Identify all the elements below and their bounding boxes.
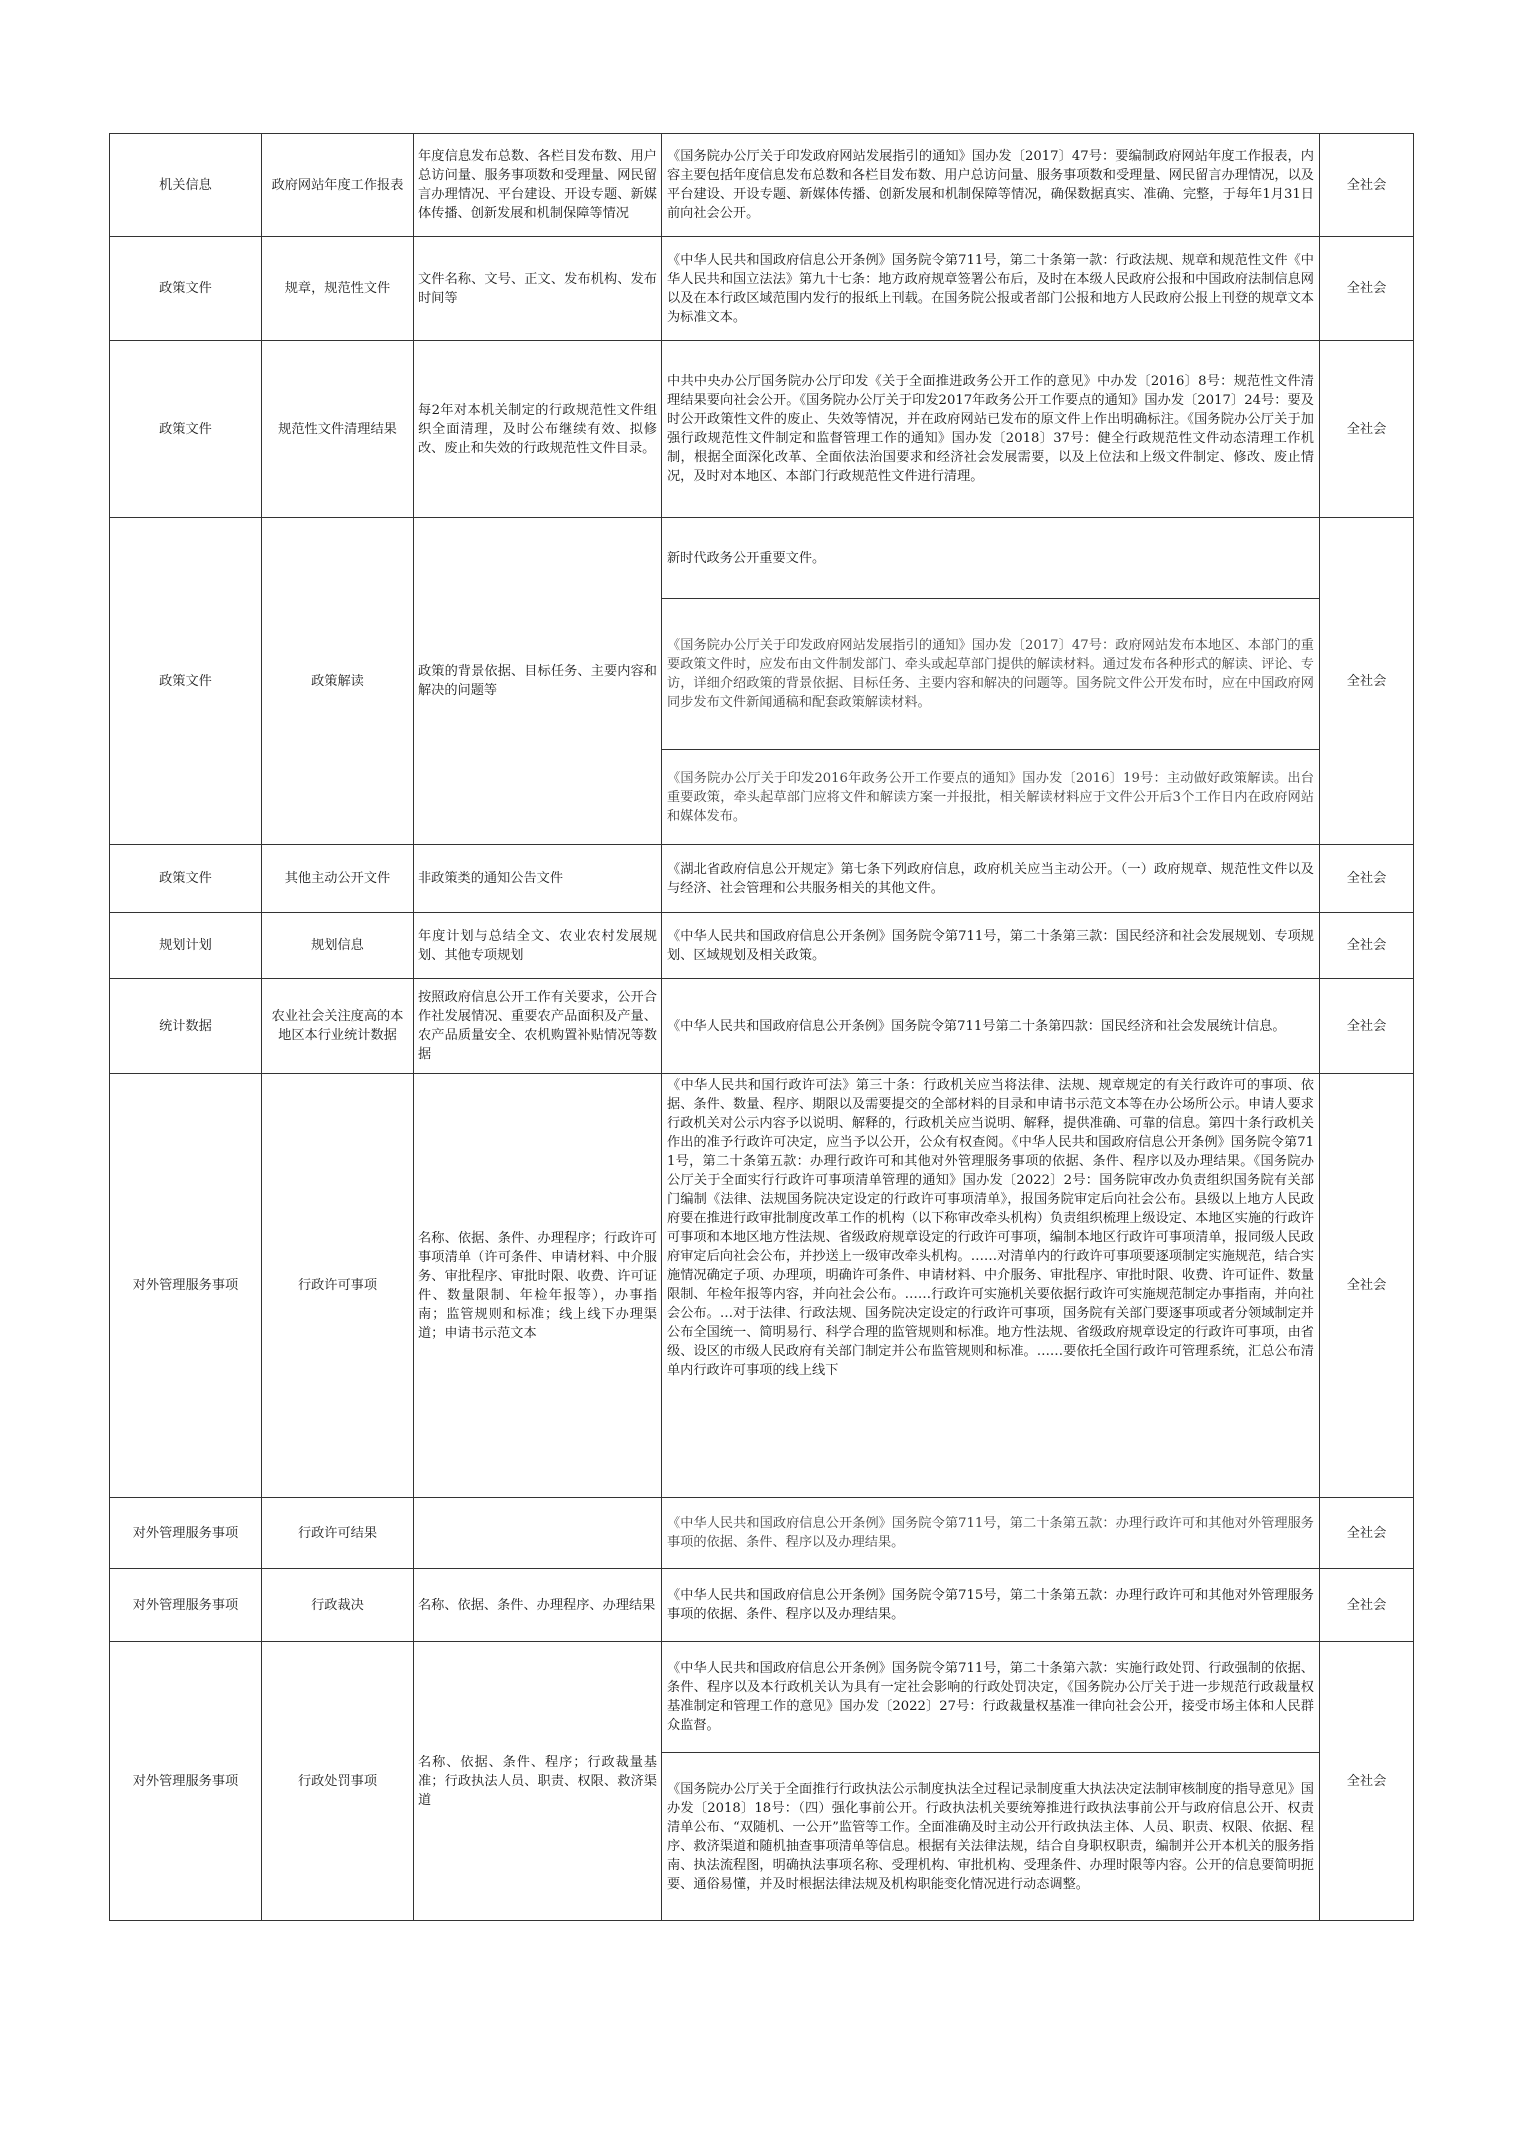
category-cell: 对外管理服务事项 bbox=[110, 1569, 262, 1642]
table-row bbox=[110, 1498, 1414, 1569]
table-row bbox=[110, 1569, 1414, 1642]
content-cell: 按照政府信息公开工作有关要求，公开合作社发展情况、重要农产品面积及产量、农产品质量安全、农机购置补贴情况等数据 bbox=[414, 979, 662, 1074]
basis-text: 《国务院办公厅关于印发政府网站发展指引的通知》国办发〔2017〕47号：要编制政府网站年度工作报表，内容主要包括年度信息发布总数和各栏目发布数、用户总访问量、服务事项数和受理量、网民留言办理情况，以及平台建设、开设专题、新媒体传播、创新发展和机制保障等情况，确保数据真实、准确、完整，于每年1月31日前向社会公开。 bbox=[667, 149, 1314, 221]
table-row bbox=[110, 341, 1414, 518]
basis-cell bbox=[662, 341, 1320, 518]
basis-text: 《湖北省政府信息公开规定》第七条下列政府信息，政府机关应当主动公开。（一）政府规章、规范性文件以及与经济、社会管理和公共服务相关的其他文件。 bbox=[667, 861, 1314, 896]
basis-part bbox=[662, 1642, 1319, 1752]
category-cell: 政策文件 bbox=[110, 341, 262, 518]
table-row bbox=[110, 134, 1414, 237]
item-cell: 行政裁决 bbox=[262, 1569, 414, 1642]
basis-part bbox=[662, 1752, 1319, 1920]
basis-part bbox=[662, 749, 1319, 844]
category-cell: 机关信息 bbox=[110, 134, 262, 237]
content-cell: 非政策类的通知公告文件 bbox=[414, 845, 662, 913]
basis-part bbox=[662, 518, 1319, 598]
table-row bbox=[110, 845, 1414, 913]
document-page bbox=[109, 133, 1413, 1921]
item-cell: 行政许可事项 bbox=[262, 1074, 414, 1498]
basis-text: 新时代政务公开重要文件。 bbox=[667, 550, 826, 566]
item-cell: 行政处罚事项 bbox=[262, 1642, 414, 1921]
content-cell: 年度计划与总结全文、农业农村发展规划、其他专项规划 bbox=[414, 913, 662, 979]
scope-cell: 全社会 bbox=[1320, 913, 1414, 979]
basis-text: 《中华人民共和国行政许可法》第三十条：行政机关应当将法律、法规、规章规定的有关行政许可的事项、依据、条件、数量、程序、期限以及需要提交的全部材料的目录和申请书示范文本等在办公场所公示。申请人要求行政机关对公示内容予以说明、解释的，行政机关应当说明、解释，提供准确、可靠的信息。第四十条行政机关作出的准予行政许可决定，应当予以公开，公众有权查阅。《中华人民共和国政府信息公开条例》国务院令第711号，第二十条第五款：办理行政许可和其他对外管理服务事项的依据、条件、程序以及办理结果。《国务院办公厅关于全面实行行政许可事项清单管理的通知》国办发〔2022〕2号：国务院审改办负责组织国务院有关部门编制《法律、法规国务院决定设定的行政许可事项清单》，报国务院审定后向社会公布。县级以上地方人民政府要在推进行政审批制度改革工作的机构（以下称审改牵头机构）负责组织梳理上级设定、本地区实施的行政许可事项和本地区地方性法规、省级政府规章设定的行政许可事项，编制本地区行政许可事项清单，报同级人民政府审定后向社会公布，并抄送上一级审改牵头机构。……对清单内的行政许可事项要逐项制定实施规范，结合实施情况确定子项、办理项，明确许可条件、申请材料、中介服务、审批程序、审批时限、收费、许可证件、数量限制、年检年报等内容，并向社会公布。……行政许可实施机关要依据行政许可实施规范制定办事指南，并向社会公布。…对于法律、行政法规、国务院决定设定的行政许可事项，国务院有关部门要逐事项或者分领域制定并公布全国统一、简明易行、科学合理的监管规则和标准。地方性法规、省级政府规章设定的行政许可事项，由省级、设区的市级人民政府有关部门制定并公布监管规则和标准。……要依托全国行政许可管理系统，汇总公布清单内行政许可事项的线上线下 bbox=[667, 1078, 1314, 1378]
scope-cell: 全社会 bbox=[1320, 1074, 1414, 1498]
basis-cell bbox=[662, 134, 1320, 237]
basis-text: 《中华人民共和国政府信息公开条例》国务院令第711号第二十条第四款：国民经济和社会发展统计信息。 bbox=[667, 1018, 1286, 1034]
content-cell bbox=[414, 1498, 662, 1569]
basis-cell bbox=[662, 1642, 1320, 1921]
basis-text: 《国务院办公厅关于印发政府网站发展指引的通知》国办发〔2017〕47号：政府网站发布本地区、本部门的重要政策文件时，应发布由文件制发部门、牵头或起草部门提供的解读材料。通过发布各种形式的解读、评论、专访，详细介绍政策的背景依据、目标任务、主要内容和解决的问题等。国务院文件公开发布时，应在中国政府网同步发布文件新闻通稿和配套政策解读材料。 bbox=[667, 638, 1314, 710]
table-row bbox=[110, 518, 1414, 845]
table-row bbox=[110, 1074, 1414, 1498]
category-cell: 政策文件 bbox=[110, 237, 262, 341]
basis-cell bbox=[662, 913, 1320, 979]
table-row bbox=[110, 1642, 1414, 1921]
item-cell: 规划信息 bbox=[262, 913, 414, 979]
basis-text: 中共中央办公厅国务院办公厅印发《关于全面推进政务公开工作的意见》中办发〔2016〕8号：规范性文件清理结果要向社会公开。《国务院办公厅关于印发2017年政务公开工作要点的通知》国办发〔2017〕24号：要及时公开政策性文件的废止、失效等情况，并在政府网站已发布的原文件上作出明确标注。《国务院办公厅关于加强行政规范性文件制定和监督管理工作的通知》国办发〔2018〕37号：健全行政规范性文件动态清理工作机制，根据全面深化改革、全面依法治国要求和经济社会发展需要，以及上位法和上级文件制定、修改、废止情况，及时对本地区、本部门行政规范性文件进行清理。 bbox=[667, 374, 1314, 484]
item-cell: 规范性文件清理结果 bbox=[262, 341, 414, 518]
item-cell: 农业社会关注度高的本地区本行业统计数据 bbox=[262, 979, 414, 1074]
category-cell: 统计数据 bbox=[110, 979, 262, 1074]
scope-cell: 全社会 bbox=[1320, 845, 1414, 913]
content-cell: 文件名称、文号、正文、发布机构、发布时间等 bbox=[414, 237, 662, 341]
basis-text: 《中华人民共和国政府信息公开条例》国务院令第711号，第二十条第五款：办理行政许可和其他对外管理服务事项的依据、条件、程序以及办理结果。 bbox=[667, 1516, 1314, 1550]
content-cell: 名称、依据、条件、办理程序；行政许可事项清单（许可条件、申请材料、中介服务、审批程序、审批时限、收费、许可证件、数量限制、年检年报等），办事指南；监管规则和标准；线上线下办理渠道；申请书示范文本 bbox=[414, 1074, 662, 1498]
content-cell: 名称、依据、条件、程序；行政裁量基准；行政执法人员、职责、权限、救济渠道 bbox=[414, 1642, 662, 1921]
category-cell: 对外管理服务事项 bbox=[110, 1642, 262, 1921]
basis-part bbox=[662, 598, 1319, 749]
basis-text: 《中华人民共和国政府信息公开条例》国务院令第711号，第二十条第六款：实施行政处罚、行政强制的依据、条件、程序以及本行政机关认为具有一定社会影响的行政处罚决定，《国务院办公厅关于进一步规范行政裁量权基准制定和管理工作的意见》国办发〔2022〕27号：行政裁量权基准一律向社会公开，接受市场主体和人民群众监督。 bbox=[667, 1661, 1314, 1733]
scope-cell: 全社会 bbox=[1320, 1642, 1414, 1921]
basis-cell bbox=[662, 1074, 1320, 1498]
content-cell: 年度信息发布总数、各栏目发布数、用户总访问量、服务事项数和受理量、网民留言办理情况、平台建设、开设专题、新媒体传播、创新发展和机制保障等情况 bbox=[414, 134, 662, 237]
category-cell: 对外管理服务事项 bbox=[110, 1074, 262, 1498]
basis-cell bbox=[662, 1498, 1320, 1569]
content-cell: 政策的背景依据、目标任务、主要内容和解决的问题等 bbox=[414, 518, 662, 845]
table-row bbox=[110, 237, 1414, 341]
item-cell: 行政许可结果 bbox=[262, 1498, 414, 1569]
basis-text: 《中华人民共和国政府信息公开条例》国务院令第711号，第二十条第三款：国民经济和社会发展规划、专项规划、区域规划及相关政策。 bbox=[667, 928, 1314, 963]
basis-text: 《国务院办公厅关于全面推行行政执法公示制度执法全过程记录制度重大执法决定法制审核制度的指导意见》国办发〔2018〕18号：（四）强化事前公开。行政执法机关要统筹推进行政执法事前公开与政府信息公开、权责清单公布、“双随机、一公开”监管等工作。全面准确及时主动公开行政执法主体、人员、职责、权限、依据、程序、救济渠道和随机抽查事项清单等信息。根据有关法律法规，结合自身职权职责，编制并公开本机关的服务指南、执法流程图，明确执法事项名称、受理机构、审批机构、受理条件、办理时限等内容。公开的信息要简明扼要、通俗易懂，并及时根据法律法规及机构职能变化情况进行动态调整。 bbox=[667, 1781, 1314, 1892]
scope-cell: 全社会 bbox=[1320, 1569, 1414, 1642]
scope-cell: 全社会 bbox=[1320, 1498, 1414, 1569]
basis-text: 《中华人民共和国政府信息公开条例》国务院令第715号，第二十条第五款：办理行政许可和其他对外管理服务事项的依据、条件、程序以及办理结果。 bbox=[667, 1588, 1314, 1622]
basis-cell bbox=[662, 1569, 1320, 1642]
basis-cell bbox=[662, 979, 1320, 1074]
category-cell: 政策文件 bbox=[110, 518, 262, 845]
item-cell: 其他主动公开文件 bbox=[262, 845, 414, 913]
category-cell: 对外管理服务事项 bbox=[110, 1498, 262, 1569]
category-cell: 政策文件 bbox=[110, 845, 262, 913]
item-cell: 规章，规范性文件 bbox=[262, 237, 414, 341]
table-row bbox=[110, 979, 1414, 1074]
scope-cell: 全社会 bbox=[1320, 341, 1414, 518]
scope-cell: 全社会 bbox=[1320, 237, 1414, 341]
basis-text: 《中华人民共和国政府信息公开条例》国务院令第711号，第二十条第一款：行政法规、规章和规范性文件《中华人民共和国立法法》第九十七条：地方政府规章签署公布后，及时在本级人民政府公报和中国政府法制信息网以及在本行政区域范围内发行的报纸上刊载。在国务院公报或者部门公报和地方人民政府公报上刊登的规章文本为标准文本。 bbox=[667, 252, 1314, 325]
item-cell: 政策解读 bbox=[262, 518, 414, 845]
scope-cell: 全社会 bbox=[1320, 518, 1414, 845]
content-cell: 每2年对本机关制定的行政规范性文件组织全面清理，及时公布继续有效、拟修改、废止和失效的行政规范性文件目录。 bbox=[414, 341, 662, 518]
table-row bbox=[110, 913, 1414, 979]
content-cell: 名称、依据、条件、办理程序、办理结果 bbox=[414, 1569, 662, 1642]
scope-cell: 全社会 bbox=[1320, 979, 1414, 1074]
disclosure-table bbox=[109, 133, 1414, 1921]
scope-cell: 全社会 bbox=[1320, 134, 1414, 237]
item-cell: 政府网站年度工作报表 bbox=[262, 134, 414, 237]
basis-text: 《国务院办公厅关于印发2016年政务公开工作要点的通知》国办发〔2016〕19号：主动做好政策解读。出台重要政策，牵头起草部门应将文件和解读方案一并报批，相关解读材料应于文件公开后3个工作日内在政府网站和媒体发布。 bbox=[667, 770, 1314, 824]
basis-cell bbox=[662, 845, 1320, 913]
category-cell: 规划计划 bbox=[110, 913, 262, 979]
basis-cell bbox=[662, 518, 1320, 845]
basis-cell bbox=[662, 237, 1320, 341]
